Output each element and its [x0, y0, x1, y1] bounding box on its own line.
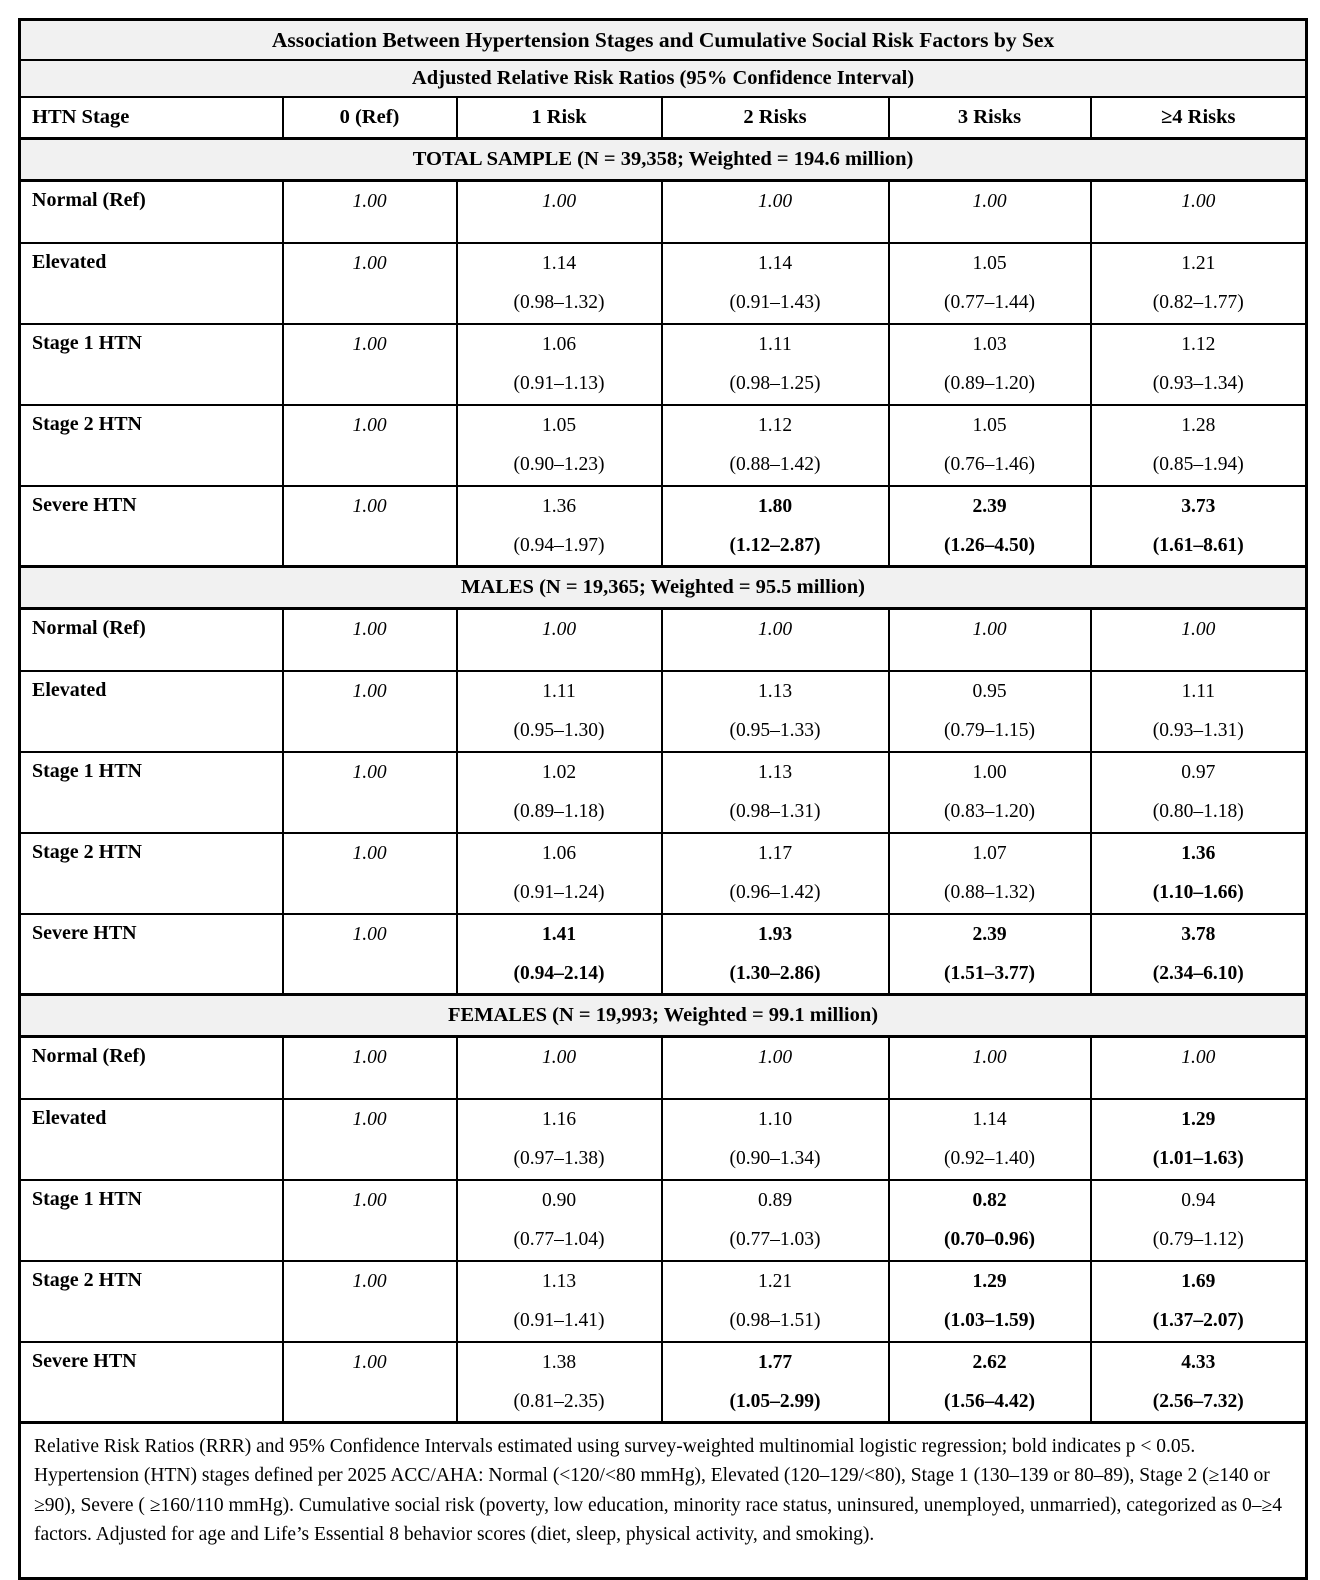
rr-estimate: 1.00: [1181, 619, 1216, 640]
rr-ci: (1.61–8.61): [1152, 534, 1244, 556]
rr-estimate: 3.73: [1181, 495, 1216, 517]
rr-cell: [1091, 914, 1307, 995]
rr-ci: (0.83–1.20): [944, 800, 1035, 822]
table-footnote: Relative Risk Ratios (RRR) and 95% Confidence Intervals estimated using survey-weighted multinomial logistic regression; bold indicates p < 0.05. Hypertension (HTN) stages defined per 2025 ACC/AHA: Normal (<120/<80 mmHg), Elevated (120–129/<80), Stage 1 (130–139 or 80–89), Stage 2 (≥140 or ≥90), Severe ( ≥160/110 mmHg). Cumulative social risk (poverty, low education, minority race status, uninsured, unemployed, unmarried), categorized as 0–≥4 factors. Adjusted for age and Life’s Essential 8 behavior scores (diet, sleep, physical activity, and smoking).: [20, 1423, 1307, 1579]
rr-ci: (0.79–1.15): [944, 719, 1035, 741]
rr-estimate: 1.21: [1181, 252, 1216, 274]
rr-cell: [1091, 671, 1307, 752]
rr-ci: (1.26–4.50): [944, 534, 1035, 556]
rr-cell: [889, 1261, 1091, 1342]
rr-ci: (0.93–1.31): [1152, 719, 1244, 741]
rr-estimate: 1.16: [541, 1108, 577, 1130]
rr-estimate: 1.36: [1181, 842, 1216, 864]
rr-cell: [1091, 1037, 1307, 1099]
rr-estimate: 1.00: [352, 1047, 387, 1068]
rr-estimate: 1.17: [757, 842, 793, 864]
table-row: [20, 1099, 1307, 1180]
rr-estimate: 1.00: [972, 191, 1007, 212]
row-label: Stage 2 HTN: [20, 405, 283, 486]
column-header-row: [20, 97, 1307, 139]
rr-cell: [662, 405, 889, 486]
rr-ci: (0.95–1.30): [513, 719, 605, 741]
rr-estimate: 1.10: [757, 1108, 793, 1130]
table-row: [20, 486, 1307, 567]
rr-ci: (0.90–1.34): [729, 1147, 821, 1169]
rr-estimate: 1.00: [352, 495, 387, 517]
row-label: Stage 2 HTN: [20, 833, 283, 914]
rr-estimate: 1.77: [757, 1351, 793, 1373]
rr-estimate: 3.78: [1181, 923, 1216, 945]
rr-cell: [457, 833, 662, 914]
rr-estimate: 2.39: [972, 495, 1007, 517]
rr-cell: [1091, 752, 1307, 833]
rr-cell: [283, 671, 457, 752]
row-label: Elevated: [20, 1099, 283, 1180]
rr-estimate: 0.82: [972, 1189, 1007, 1211]
rr-ci: (0.98–1.31): [729, 800, 821, 822]
rr-cell: [457, 1099, 662, 1180]
rr-estimate: 1.02: [541, 761, 577, 783]
rr-cell: [283, 1261, 457, 1342]
rr-cell: [889, 486, 1091, 567]
rr-estimate: 1.00: [352, 680, 387, 702]
rr-cell: [283, 1180, 457, 1261]
rr-estimate: 1.11: [1181, 680, 1215, 702]
rr-cell: [1091, 609, 1307, 671]
rr-estimate: 1.29: [1181, 1108, 1216, 1130]
rr-ci: (0.91–1.13): [513, 372, 605, 394]
rr-estimate: 1.93: [757, 923, 793, 945]
rr-estimate: 1.13: [541, 1270, 577, 1292]
row-label: Stage 1 HTN: [20, 752, 283, 833]
rr-estimate: 1.00: [1181, 191, 1216, 212]
rr-ci: (0.70–0.96): [944, 1228, 1035, 1250]
rr-estimate: 1.00: [352, 923, 387, 945]
rr-estimate: 1.00: [1181, 1047, 1216, 1068]
rr-estimate: 1.36: [541, 495, 577, 517]
table-row: [20, 1261, 1307, 1342]
rr-ci: (0.77–1.04): [513, 1228, 605, 1250]
rr-estimate: 1.00: [352, 191, 387, 212]
col-header-0-ref: 0 (Ref): [283, 97, 457, 139]
rr-cell: [283, 914, 457, 995]
rr-cell: [283, 324, 457, 405]
rr-cell: [889, 243, 1091, 324]
rr-ci: (0.77–1.44): [944, 291, 1035, 313]
rr-estimate: 1.13: [757, 761, 793, 783]
section-header-total: TOTAL SAMPLE (N = 39,358; Weighted = 194.6 million): [20, 139, 1307, 181]
rr-ci: (1.10–1.66): [1152, 881, 1244, 903]
rr-cell: [889, 181, 1091, 243]
rr-cell: [1091, 1342, 1307, 1423]
rr-cell: [889, 671, 1091, 752]
rr-estimate: 1.11: [542, 680, 576, 702]
rr-ci: (0.85–1.94): [1152, 453, 1244, 475]
rr-cell: [889, 405, 1091, 486]
col-header-1-risk: 1 Risk: [457, 97, 662, 139]
table-row: [20, 1342, 1307, 1423]
rr-ci: (0.77–1.03): [729, 1228, 821, 1250]
row-label: Stage 1 HTN: [20, 324, 283, 405]
rr-estimate: 0.90: [541, 1189, 577, 1211]
rr-estimate: 1.00: [352, 1351, 387, 1373]
rr-ci: (0.94–1.97): [513, 534, 605, 556]
row-label: Normal (Ref): [20, 181, 283, 243]
rr-cell: [1091, 486, 1307, 567]
rr-cell: [283, 181, 457, 243]
rr-ci: (1.56–4.42): [944, 1390, 1035, 1412]
rr-cell: [662, 1099, 889, 1180]
rr-cell: [457, 671, 662, 752]
rr-ci: (0.80–1.18): [1152, 800, 1244, 822]
rr-cell: [662, 1037, 889, 1099]
rr-ci: (1.12–2.87): [729, 534, 821, 556]
rr-cell: [283, 1037, 457, 1099]
rr-cell: [1091, 181, 1307, 243]
rr-cell: [457, 609, 662, 671]
rr-cell: [889, 1180, 1091, 1261]
rr-estimate: 1.14: [541, 252, 577, 274]
rr-estimate: 1.07: [972, 842, 1007, 864]
rr-ci: (0.97–1.38): [513, 1147, 605, 1169]
table-row: [20, 243, 1307, 324]
rr-cell: [1091, 243, 1307, 324]
rr-ci: (1.37–2.07): [1152, 1309, 1244, 1331]
rr-cell: [457, 1261, 662, 1342]
row-label: Stage 2 HTN: [20, 1261, 283, 1342]
rr-estimate: 1.00: [352, 842, 387, 864]
row-label: Normal (Ref): [20, 1037, 283, 1099]
rr-cell: [457, 243, 662, 324]
rr-estimate: 1.05: [541, 414, 577, 436]
rr-cell: [457, 405, 662, 486]
rr-cell: [889, 1099, 1091, 1180]
rr-cell: [283, 833, 457, 914]
row-label: Elevated: [20, 243, 283, 324]
rr-cell: [457, 486, 662, 567]
rr-estimate: 1.06: [541, 842, 577, 864]
row-label: Severe HTN: [20, 1342, 283, 1423]
rr-estimate: 1.06: [541, 333, 577, 355]
rr-cell: [889, 833, 1091, 914]
row-label: Severe HTN: [20, 486, 283, 567]
rr-cell: [662, 324, 889, 405]
rr-cell: [1091, 405, 1307, 486]
rr-estimate: 1.12: [1181, 333, 1216, 355]
rr-ci: (0.91–1.24): [513, 881, 605, 903]
rr-estimate: 1.03: [972, 333, 1007, 355]
table-title: Association Between Hypertension Stages and Cumulative Social Risk Factors by Sex: [20, 20, 1307, 61]
rr-ci: (1.51–3.77): [944, 962, 1035, 984]
row-label: Stage 1 HTN: [20, 1180, 283, 1261]
rr-ci: (0.95–1.33): [729, 719, 821, 741]
rr-cell: [283, 243, 457, 324]
section-header-females: FEMALES (N = 19,993; Weighted = 99.1 million): [20, 995, 1307, 1037]
rr-cell: [283, 752, 457, 833]
rr-ci: (0.91–1.41): [513, 1309, 605, 1331]
rr-cell: [1091, 1099, 1307, 1180]
rr-estimate: 1.00: [352, 1270, 387, 1292]
rr-cell: [662, 609, 889, 671]
rr-cell: [889, 324, 1091, 405]
col-header-2-risks: 2 Risks: [662, 97, 889, 139]
rr-estimate: 1.00: [352, 1189, 387, 1211]
rr-estimate: 1.69: [1181, 1270, 1216, 1292]
rr-estimate: 1.00: [757, 1047, 793, 1068]
table-row: [20, 671, 1307, 752]
rr-ci: (0.81–2.35): [513, 1390, 605, 1412]
row-label: Severe HTN: [20, 914, 283, 995]
rr-estimate: 1.00: [352, 1108, 387, 1130]
table-row: [20, 914, 1307, 995]
rr-estimate: 1.41: [541, 923, 577, 945]
table-row: [20, 833, 1307, 914]
rr-ci: (1.03–1.59): [944, 1309, 1035, 1331]
rr-cell: [889, 752, 1091, 833]
rr-cell: [283, 1342, 457, 1423]
section-header-males: MALES (N = 19,365; Weighted = 95.5 million): [20, 567, 1307, 609]
rr-estimate: 1.29: [972, 1270, 1007, 1292]
table-row: [20, 405, 1307, 486]
rr-ci: (1.01–1.63): [1152, 1147, 1244, 1169]
rr-cell: [889, 609, 1091, 671]
rr-estimate: 0.89: [757, 1189, 793, 1211]
rr-ci: (0.79–1.12): [1152, 1228, 1244, 1250]
risk-ratio-table: [18, 18, 1308, 1580]
rr-ci: (1.05–2.99): [729, 1390, 821, 1412]
rr-ci: (1.30–2.86): [729, 962, 821, 984]
rr-cell: [457, 1342, 662, 1423]
rr-ci: (0.98–1.25): [729, 372, 821, 394]
rr-estimate: 1.14: [972, 1108, 1007, 1130]
rr-ci: (0.76–1.46): [944, 453, 1035, 475]
rr-ci: (0.89–1.18): [513, 800, 605, 822]
rr-estimate: 1.00: [541, 191, 577, 212]
row-label: Elevated: [20, 671, 283, 752]
rr-cell: [457, 914, 662, 995]
rr-estimate: 1.00: [352, 761, 387, 783]
rr-ci: (0.90–1.23): [513, 453, 605, 475]
rr-estimate: 1.00: [352, 619, 387, 640]
table-row: [20, 324, 1307, 405]
rr-cell: [889, 1342, 1091, 1423]
rr-cell: [662, 833, 889, 914]
rr-estimate: 1.00: [972, 619, 1007, 640]
rr-ci: (2.34–6.10): [1152, 962, 1244, 984]
rr-estimate: 1.12: [757, 414, 793, 436]
rr-estimate: 1.00: [972, 761, 1007, 783]
rr-ci: (0.98–1.51): [729, 1309, 821, 1331]
rr-estimate: 2.62: [972, 1351, 1007, 1373]
rr-cell: [457, 752, 662, 833]
rr-cell: [1091, 833, 1307, 914]
rr-cell: [1091, 324, 1307, 405]
rr-cell: [662, 1180, 889, 1261]
rr-cell: [283, 486, 457, 567]
rr-estimate: 1.21: [757, 1270, 793, 1292]
rr-estimate: 4.33: [1181, 1351, 1216, 1373]
rr-ci: (0.89–1.20): [944, 372, 1035, 394]
rr-estimate: 1.00: [972, 1047, 1007, 1068]
table-subtitle: Adjusted Relative Risk Ratios (95% Confidence Interval): [20, 60, 1307, 97]
rr-estimate: 1.38: [541, 1351, 577, 1373]
rr-cell: [283, 609, 457, 671]
rr-cell: [662, 243, 889, 324]
table-row: [20, 752, 1307, 833]
rr-cell: [283, 1099, 457, 1180]
rr-cell: [457, 324, 662, 405]
table-row: [20, 1180, 1307, 1261]
table-row: [20, 609, 1307, 671]
rr-cell: [1091, 1180, 1307, 1261]
rr-cell: [889, 1037, 1091, 1099]
rr-ci: (0.92–1.40): [944, 1147, 1035, 1169]
col-header-htn-stage: HTN Stage: [20, 97, 283, 139]
rr-ci: (2.56–7.32): [1152, 1390, 1244, 1412]
rr-estimate: 1.13: [757, 680, 793, 702]
rr-estimate: 1.00: [541, 619, 577, 640]
rr-cell: [662, 1342, 889, 1423]
rr-estimate: 1.00: [757, 619, 793, 640]
rr-cell: [662, 1261, 889, 1342]
rr-ci: (0.98–1.32): [513, 291, 605, 313]
rr-cell: [662, 181, 889, 243]
rr-ci: (0.96–1.42): [729, 881, 821, 903]
rr-estimate: 1.11: [758, 333, 792, 355]
rr-cell: [457, 181, 662, 243]
rr-estimate: 1.28: [1181, 414, 1216, 436]
rr-cell: [662, 486, 889, 567]
rr-estimate: 1.14: [757, 252, 793, 274]
rr-estimate: 1.80: [757, 495, 793, 517]
rr-estimate: 1.00: [757, 191, 793, 212]
col-header-4plus-risks: ≥4 Risks: [1091, 97, 1307, 139]
table-row: [20, 1037, 1307, 1099]
rr-estimate: 1.00: [352, 414, 387, 436]
rr-ci: (0.94–2.14): [513, 962, 605, 984]
rr-ci: (0.93–1.34): [1152, 372, 1244, 394]
col-header-3-risks: 3 Risks: [889, 97, 1091, 139]
rr-estimate: 1.00: [541, 1047, 577, 1068]
rr-estimate: 1.05: [972, 414, 1007, 436]
rr-cell: [662, 914, 889, 995]
rr-estimate: 0.97: [1181, 761, 1216, 783]
rr-estimate: 1.00: [352, 333, 387, 355]
rr-cell: [662, 671, 889, 752]
rr-estimate: 2.39: [972, 923, 1007, 945]
rr-estimate: 0.95: [972, 680, 1007, 702]
rr-ci: (0.88–1.42): [729, 453, 821, 475]
rr-cell: [662, 752, 889, 833]
rr-ci: (0.91–1.43): [729, 291, 821, 313]
rr-estimate: 1.05: [972, 252, 1007, 274]
rr-estimate: 0.94: [1181, 1189, 1216, 1211]
rr-cell: [457, 1037, 662, 1099]
rr-cell: [457, 1180, 662, 1261]
table-row: [20, 181, 1307, 243]
rr-ci: (0.88–1.32): [944, 881, 1035, 903]
rr-cell: [283, 405, 457, 486]
rr-ci: (0.82–1.77): [1152, 291, 1244, 313]
rr-estimate: 1.00: [352, 252, 387, 274]
rr-cell: [1091, 1261, 1307, 1342]
rr-cell: [889, 914, 1091, 995]
row-label: Normal (Ref): [20, 609, 283, 671]
